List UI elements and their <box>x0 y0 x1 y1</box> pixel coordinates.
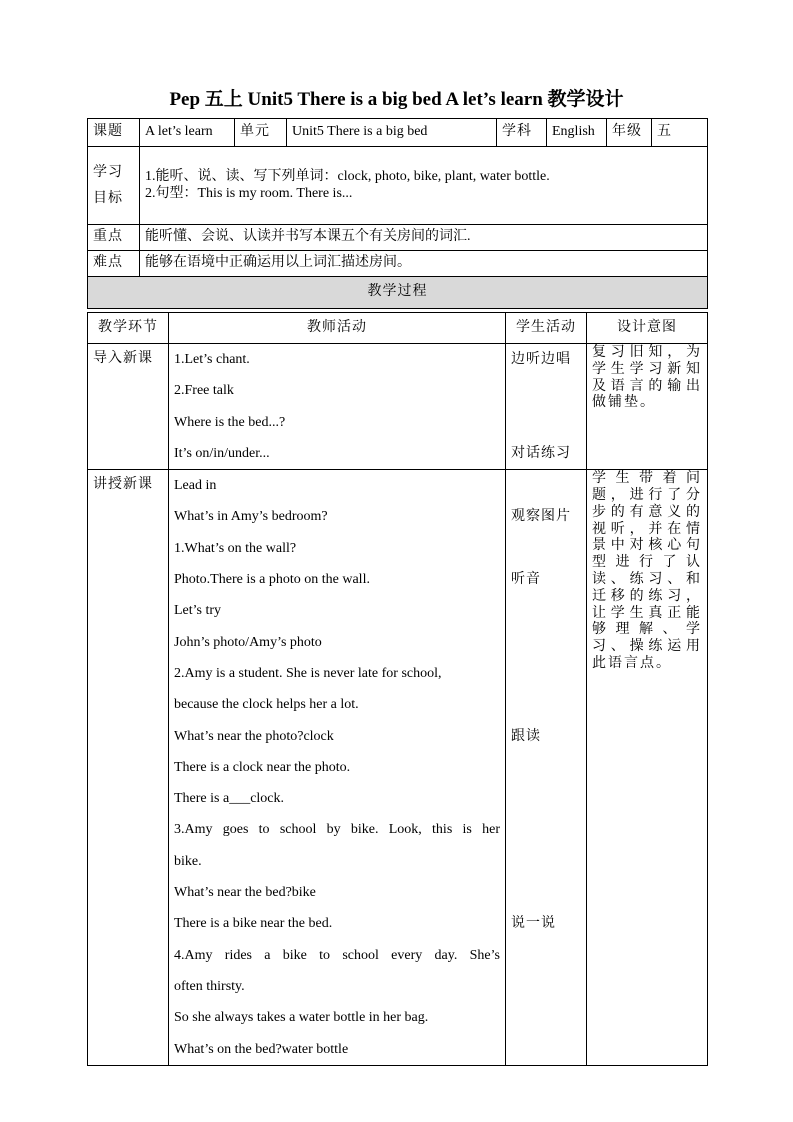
section2-teacher <box>169 470 506 1066</box>
teacher-line: So she always takes a water bottle in her bag. <box>174 1010 429 1026</box>
subject-label: 学科 <box>497 119 547 147</box>
student-line <box>511 533 581 564</box>
teacher-line: bike. <box>174 853 202 869</box>
section1-teacher <box>169 344 506 470</box>
difficulty-label: 难点 <box>88 251 140 277</box>
teacher-line: 1.What’s on the wall? <box>174 540 297 556</box>
process-banner: 教学过程 <box>88 277 708 309</box>
teacher-line: It’s on/in/under... <box>174 445 270 461</box>
student-line <box>511 407 581 438</box>
page-title: Pep 五上 Unit5 There is a big bed A let’s learn 教学设计 <box>169 89 624 110</box>
student-line: 对话练习 <box>511 445 571 461</box>
teacher-line: 3.Amy goes to school by bike. Look, this is her <box>174 822 500 838</box>
student-line <box>511 689 581 720</box>
section1-intent: 复习旧知，为学生学习新知及语言的输出做铺垫。 <box>587 344 708 470</box>
section1-stage: 导入新课 <box>88 344 169 470</box>
header-student: 学生活动 <box>506 313 587 344</box>
teacher-line: Lead in <box>174 478 217 494</box>
student-line <box>511 752 581 783</box>
key-point-text: 能听懂、会说、认读并书写本课五个有关房间的词汇. <box>140 225 708 251</box>
section2-intent: 学生带着问题，进行了分步的有意义的视听，并在情景中对核心句型进行了认读、练习、和迁移的练习，让学生真正能够理解、学习、操练运用此语言点。 <box>587 470 708 1066</box>
teacher-line: 4.Amy rides a bike to school every day. She’s <box>174 947 500 963</box>
info-table <box>87 118 708 309</box>
unit-value: Unit5 There is a big bed <box>287 119 497 147</box>
student-line <box>511 375 581 406</box>
teacher-line: because the clock helps her a lot. <box>174 697 359 713</box>
student-line <box>511 814 581 845</box>
key-point-label: 重点 <box>88 225 140 251</box>
teacher-line: There is a clock near the photo. <box>174 759 351 775</box>
student-line <box>511 470 581 501</box>
teacher-line: 2.Amy is a student. She is never late for school, <box>174 665 442 681</box>
student-line <box>511 595 581 626</box>
teacher-line: Photo.There is a photo on the wall. <box>174 572 370 588</box>
student-line: 听音 <box>511 572 541 588</box>
grade-label: 年级 <box>607 119 652 147</box>
topic-label: 课题 <box>88 119 140 147</box>
teacher-line: What’s near the photo?clock <box>174 728 334 744</box>
teacher-line: 1.Let’s chant. <box>174 352 250 367</box>
goals-content <box>140 147 708 225</box>
goals-label: 学习目标 <box>88 147 140 225</box>
student-line <box>511 877 581 908</box>
teacher-line: There is a bike near the bed. <box>174 916 333 932</box>
student-line: 说一说 <box>511 916 556 932</box>
subject-value: English <box>547 119 607 147</box>
header-teacher: 教师活动 <box>169 313 506 344</box>
header-intent: 设计意图 <box>587 313 708 344</box>
teacher-line: Where is the bed...? <box>174 414 286 430</box>
topic-value: A let’s learn <box>140 119 235 147</box>
teacher-line: Let’s try <box>174 603 222 619</box>
teacher-line: 2.Free talk <box>174 383 234 399</box>
goal-line-1: 1.能听、说、读、写下列单词：clock, photo, bike, plant, water bottle. <box>145 168 550 184</box>
section2-stage: 讲授新课 <box>88 470 169 1066</box>
teacher-line: What’s on the bed?water bottle <box>174 1041 349 1057</box>
process-table <box>87 312 708 1066</box>
student-line <box>511 783 581 814</box>
student-line: 观察图片 <box>511 509 571 525</box>
student-line <box>511 627 581 658</box>
unit-label: 单元 <box>235 119 287 147</box>
teacher-line: What’s in Amy’s bedroom? <box>174 509 328 525</box>
grade-value: 五 <box>652 119 708 147</box>
student-line <box>511 846 581 877</box>
teacher-line: often thirsty. <box>174 978 245 994</box>
teacher-line: John’s photo/Amy’s photo <box>174 634 322 650</box>
goal-line-2: 2.句型：This is my room. There is... <box>145 185 353 201</box>
section1-student <box>506 344 587 470</box>
section2-student <box>506 470 587 1066</box>
difficulty-text: 能够在语境中正确运用以上词汇描述房间。 <box>140 251 708 277</box>
student-line <box>511 658 581 689</box>
teacher-line: There is a___clock. <box>174 791 285 807</box>
student-line: 边听边唱 <box>511 352 571 367</box>
teacher-line: What’s near the bed?bike <box>174 885 316 901</box>
header-stage: 教学环节 <box>88 313 169 344</box>
student-line: 跟读 <box>511 728 541 744</box>
